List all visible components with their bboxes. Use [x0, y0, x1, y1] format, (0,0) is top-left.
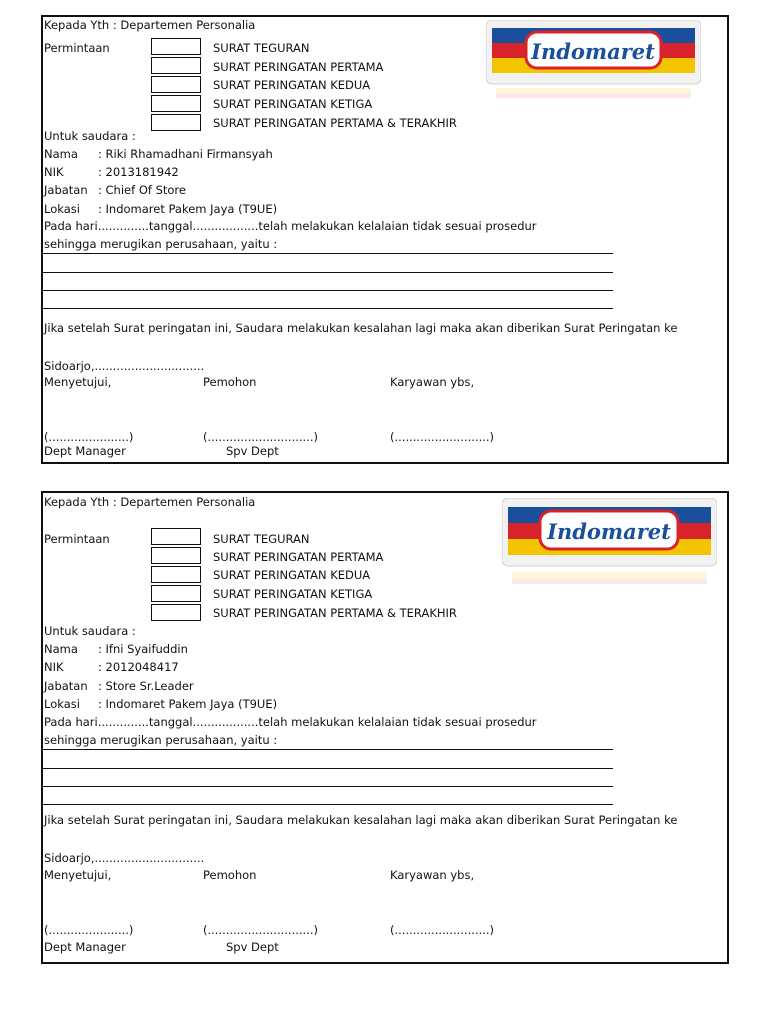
checkbox-peringatan-terakhir[interactable]	[151, 114, 201, 131]
role-spv-dept: Spv Dept	[226, 940, 279, 954]
sig-label-menyetujui: Menyetujui,	[44, 868, 112, 882]
sig-label-karyawan: Karyawan ybs,	[390, 868, 475, 882]
recipient-header: Kepada Yth : Departemen Personalia	[44, 495, 256, 509]
option-label: SURAT TEGURAN	[213, 41, 310, 55]
logo-text: Indomaret	[547, 519, 671, 544]
option-label: SURAT PERINGATAN KETIGA	[213, 97, 373, 111]
field-value-nik: : 2012048417	[98, 660, 179, 674]
reason-line	[43, 290, 613, 291]
incident-sentence: Pada hari..............tanggal..................telah melakukan kelalaian tidak sesuai prosedur	[44, 715, 537, 729]
option-label: SURAT PERINGATAN KETIGA	[213, 587, 373, 601]
field-value-jabatan: : Store Sr.Leader	[98, 679, 194, 693]
reason-line	[43, 786, 613, 787]
sig-label-pemohon: Pemohon	[203, 868, 257, 882]
option-label: SURAT PERINGATAN KEDUA	[213, 78, 371, 92]
sig-label-menyetujui: Menyetujui,	[44, 375, 112, 389]
option-label: SURAT TEGURAN	[213, 532, 310, 546]
role-dept-manager: Dept Manager	[44, 444, 126, 458]
signature-blank: (......................)	[44, 923, 134, 937]
incident-followup: sehingga merugikan perusahaan, yaitu :	[44, 733, 278, 747]
checkbox-peringatan-ketiga[interactable]	[151, 585, 201, 602]
field-label-jabatan: Jabatan	[44, 183, 88, 197]
field-value-lokasi: : Indomaret Pakem Jaya (T9UE)	[98, 697, 278, 711]
field-label-nama: Nama	[44, 642, 78, 656]
option-label: SURAT PERINGATAN PERTAMA	[213, 550, 384, 564]
reason-line	[43, 749, 613, 750]
sig-label-pemohon: Pemohon	[203, 375, 257, 389]
warning-letter-form-1	[41, 15, 729, 464]
place-date: Sidoarjo,..............................	[44, 359, 205, 373]
checkbox-peringatan-kedua[interactable]	[151, 76, 201, 93]
option-label: SURAT PERINGATAN PERTAMA & TERAKHIR	[213, 116, 457, 130]
checkbox-surat-teguran[interactable]	[151, 38, 201, 55]
incident-followup: sehingga merugikan perusahaan, yaitu :	[44, 237, 278, 251]
field-label-nama: Nama	[44, 147, 78, 161]
field-value-lokasi: : Indomaret Pakem Jaya (T9UE)	[98, 202, 278, 216]
indomaret-logo	[486, 20, 701, 102]
signature-blank: (..........................)	[390, 923, 495, 937]
signature-blank: (..........................)	[390, 430, 495, 444]
permintaan-label: Permintaan	[44, 532, 110, 546]
reason-line	[43, 253, 613, 254]
incident-sentence: Pada hari..............tanggal..................telah melakukan kelalaian tidak sesuai prosedur	[44, 219, 537, 233]
field-label-nik: NIK	[44, 165, 64, 179]
option-label: SURAT PERINGATAN PERTAMA	[213, 60, 384, 74]
reason-line	[43, 272, 613, 273]
field-label-lokasi: Lokasi	[44, 697, 80, 711]
role-dept-manager: Dept Manager	[44, 940, 126, 954]
warning-letter-form-2	[41, 491, 729, 964]
field-value-nik: : 2013181942	[98, 165, 179, 179]
reason-line	[43, 308, 613, 309]
warning-statement: Jika setelah Surat peringatan ini, Saudara melakukan kesalahan lagi maka akan diberikan Surat Peringatan ke	[44, 813, 678, 827]
field-value-nama: : Riki Rhamadhani Firmansyah	[98, 147, 273, 161]
checkbox-peringatan-ketiga[interactable]	[151, 95, 201, 112]
option-label: SURAT PERINGATAN PERTAMA & TERAKHIR	[213, 606, 457, 620]
checkbox-peringatan-pertama[interactable]	[151, 57, 201, 74]
field-value-jabatan: : Chief Of Store	[98, 183, 186, 197]
checkbox-peringatan-pertama[interactable]	[151, 547, 201, 564]
field-label-jabatan: Jabatan	[44, 679, 88, 693]
signature-blank: (......................)	[44, 430, 134, 444]
field-value-nama: : Ifni Syaifuddin	[98, 642, 188, 656]
recipient-header: Kepada Yth : Departemen Personalia	[44, 18, 256, 32]
untuk-saudara-label: Untuk saudara :	[44, 129, 136, 143]
checkbox-peringatan-kedua[interactable]	[151, 566, 201, 583]
permintaan-label: Permintaan	[44, 41, 110, 55]
option-label: SURAT PERINGATAN KEDUA	[213, 568, 371, 582]
place-date: Sidoarjo,..............................	[44, 851, 205, 865]
role-spv-dept: Spv Dept	[226, 444, 279, 458]
signature-blank: (.............................)	[203, 430, 318, 444]
indomaret-logo	[502, 498, 717, 590]
checkbox-surat-teguran[interactable]	[151, 528, 201, 545]
signature-blank: (.............................)	[203, 923, 318, 937]
reason-line	[43, 804, 613, 805]
logo-text: Indomaret	[531, 39, 655, 64]
warning-statement: Jika setelah Surat peringatan ini, Saudara melakukan kesalahan lagi maka akan diberikan Surat Peringatan ke	[44, 321, 678, 335]
sig-label-karyawan: Karyawan ybs,	[390, 375, 475, 389]
field-label-lokasi: Lokasi	[44, 202, 80, 216]
reason-line	[43, 768, 613, 769]
field-label-nik: NIK	[44, 660, 64, 674]
checkbox-peringatan-terakhir[interactable]	[151, 604, 201, 621]
untuk-saudara-label: Untuk saudara :	[44, 624, 136, 638]
